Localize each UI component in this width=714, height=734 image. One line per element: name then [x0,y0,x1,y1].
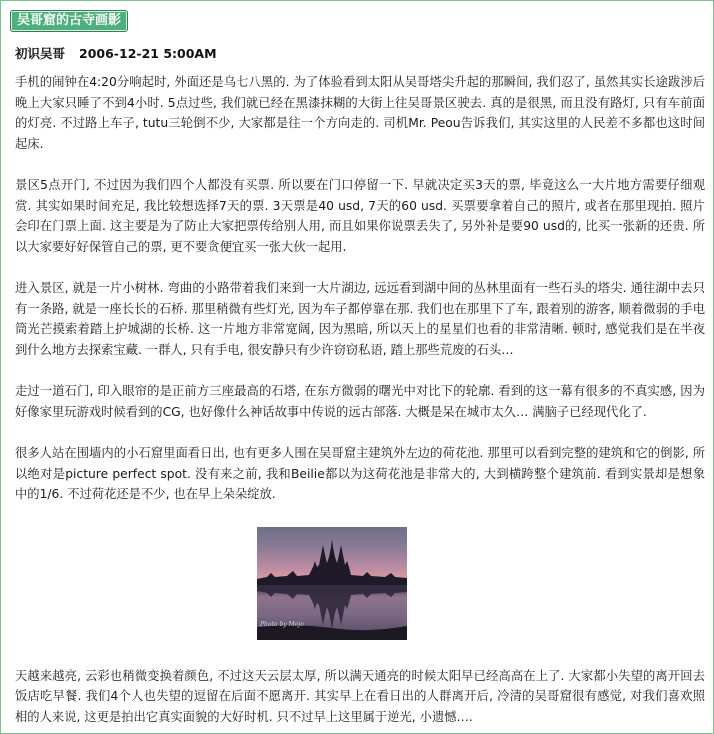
angkor-sunrise-photo[interactable] [257,527,407,640]
post-header [15,44,217,62]
paragraph-2: 景区5点开门, 不过因为我们四个人都没有买票. 所以要在门口停留一下. 早就决定买3天的票, 毕竟这么一大片地方需要仔细观赏. 其实如果时间充足, 我比较想选择7天的票. 3天票是40 usd, 7天的60 usd. 买票要拿着自己的照片, 或者在那里现拍. 照片会印在门票上面. 这主要是为了防止大家把票传给别人用, 而且如果你说票丢失了, 另外补是要90 usd的, 比买一张新的还贵. 所以大家要好好保管自己的票, 更不要贪便宜买一张大伙一起用. [15,178,705,254]
paragraph-5: 很多人站在围墙内的小石窟里面看日出, 也有更多人围在吴哥窟主建筑外左边的荷花池. 那里可以看到完整的建筑和它的倒影, 所以绝对是picture perfect spot. 没有来之前, 我和Beilie都以为这荷花池是非常大的, 大到横跨整个建筑前. 看到实景却是想象中的1/6. 不过荷花还是不少, 也在早上朵朵绽放. [15,446,705,501]
photo-caption: Photo by Mojo [260,621,304,628]
paragraph-4: 走过一道石门, 印入眼帘的是正前方三座最高的石塔, 在东方微弱的曙光中对比下的轮廓. 看到的这一幕有很多的不真实感, 因为好像家里玩游戏时候看到的CG, 也好像什么神话故事中传说的远古部落. 大概是呆在城市太久… 满脑子已经现代化了. [15,384,705,419]
post-date: 2006-12-21 5:00AM [79,46,217,61]
post-title: 初识吴哥 [15,46,66,61]
paragraph-6: 天越来越亮, 云彩也稍微变换着颜色, 不过这天云层太厚, 所以满天通亮的时候太阳早已经高高在上了. 大家都小失望的离开回去饭店吃早餐. 我们4个人也失望的逗留在后面不愿离开. 其实早上在看日出的人群离开后, 冷清的吴哥窟很有感觉, 对我们喜欢照相的人来说, 这更是拍出它真实面貌的大好时机. 只不过早上这里属于逆光, 小遗憾…. [15,668,705,724]
post-body [15,72,705,727]
paragraph-1: 手机的闹钟在4:20分响起时, 外面还是乌七八黑的. 为了体验看到太阳从吴哥塔尖升起的那瞬间, 我们忍了, 虽然其实长途跋涉后晚上大家只睡了不到4小时. 5点过些, 我们就已经在黑漆抹糊的大街上往吴哥景区驶去. 真的是很黑, 而且没有路灯, 只有车前面的灯亮. 不过路上车子, tutu三轮倒不少, 大家都是往一个方向走的. 司机Mr. Peou告诉我们, 其实这里的人民差不多都也这时间起床. [15,75,705,151]
paragraph-3: 进入景区, 就是一片小树林. 弯曲的小路带着我们来到一大片湖边, 远远看到湖中间的丛林里面有一些石头的塔尖. 通往湖中去只有一条路, 就是一座长长的石桥. 那里稍微有些灯光, 因为车子都停靠在那. 我们也在那里下了车, 跟着别的游客, 顺着微弱的手电筒光芒摸索着踏上护城湖的长桥. 这一片地方非常宽阔, 因为黑暗, 所以天上的星星们也看的非常清晰. 顿时, 感觉我们是在半夜到什么地方去探索宝藏. 一群人, 只有手电, 很安静只有少许窃窃私语, 踏上那些荒废的石头… [15,281,705,357]
blog-title-badge[interactable]: 吴哥窟的古寺画影 [10,10,128,32]
